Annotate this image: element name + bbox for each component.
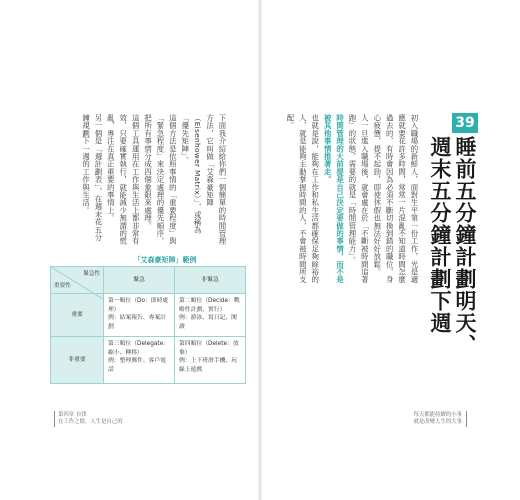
matrix-title: 「艾森豪矩陣」範例 xyxy=(133,256,197,264)
matrix-cell-q1: 第一順位（Do：即時處理） 例：結案報告、專案計劃 xyxy=(104,294,175,337)
matrix-cell-q3: 第三順位（Delegate：縮小、轉移） 例：整理郵件、客戶電話 xyxy=(104,337,175,384)
left-paragraph: 這個方法是依照事情的「重要程度」與「緊急程度」來決定處理的優先順序，把所有事情分成四個象限來處理。 xyxy=(143,114,178,245)
page-gutter xyxy=(258,0,262,500)
matrix-corner-urgency: 緊急性 xyxy=(83,271,100,277)
left-paragraph: 這個工具運用在工作與生活上都非常有效，只要確實執行，就能減少無謂的慌亂，專注在真正重要的事情上。 xyxy=(106,114,141,245)
matrix-cell-q2: 第二順位（Decide：戰略性計劃、實行） 例：游泳、寫日記、閱讀 xyxy=(175,294,246,337)
left-paragraph: 另一個是「週計劃表」，在週末花五分鐘規劃下一週的工作與生活。 xyxy=(81,114,103,242)
right-page-number-rule xyxy=(466,411,475,427)
chapter-number-badge: 39 xyxy=(452,113,478,133)
left-page-footer: 第四章 自律 在工作之餘，人生是自己的 xyxy=(58,412,123,425)
chapter-title-line-1: 睡前五分鐘計劃明天、 xyxy=(453,136,477,356)
matrix-col-not-urgent: 非緊急 xyxy=(175,267,246,294)
matrix-cell-q4: 第四順位（Delete：放棄） 例：上下班滑手機、玩線上遊戲 xyxy=(175,337,246,384)
left-page-number-rule xyxy=(46,411,55,427)
matrix-row-not-important: 非重要 xyxy=(51,337,104,384)
right-paragraph: 也就是說，能夠在工作和私生活都確保足夠餘裕的人，就是能夠主動掌握時間的人，不會被時間所支配。 xyxy=(285,114,320,284)
right-paragraph-highlight: 時間管理的大前提是自己決定要做的事情，而不是被其他事情推著走。 xyxy=(323,114,345,284)
left-page-body xyxy=(58,114,228,246)
matrix-corner-importance: 重要性 xyxy=(54,282,71,289)
matrix-col-urgent: 緊急 xyxy=(104,267,175,294)
right-paragraph: 初入職場的新鮮人，面對生平第一份工作，光是適應就要花許多時間，常常一片混亂不知道時間怎麼過去的，有時會因為必須不斷切換到錯的職位，身心疲憊，提不起勁，即使休假也無法好好放鬆。 xyxy=(372,114,419,284)
matrix-row-important: 重要 xyxy=(51,294,104,337)
right-page-body xyxy=(285,114,420,284)
eisenhower-matrix-table xyxy=(50,266,246,384)
chapter-title-line-2: 週末五分鐘計劃下週 xyxy=(428,136,452,334)
left-paragraph: 下面我介紹給你們一個簡單的時間管理方法，它叫做「艾森豪矩陣（Eisenhower Matrix）」，或稱為「優先矩陣」。 xyxy=(180,114,227,245)
right-paragraph: 人一旦進入職場後，就會處在於「不斷被時間追著跑」的狀態，需要的就是「時間管理能力」。 xyxy=(347,114,370,284)
matrix-corner-cell xyxy=(51,267,104,294)
right-page-footer: 每天都能持續的小事 就是改變人生的大事 xyxy=(413,412,462,425)
